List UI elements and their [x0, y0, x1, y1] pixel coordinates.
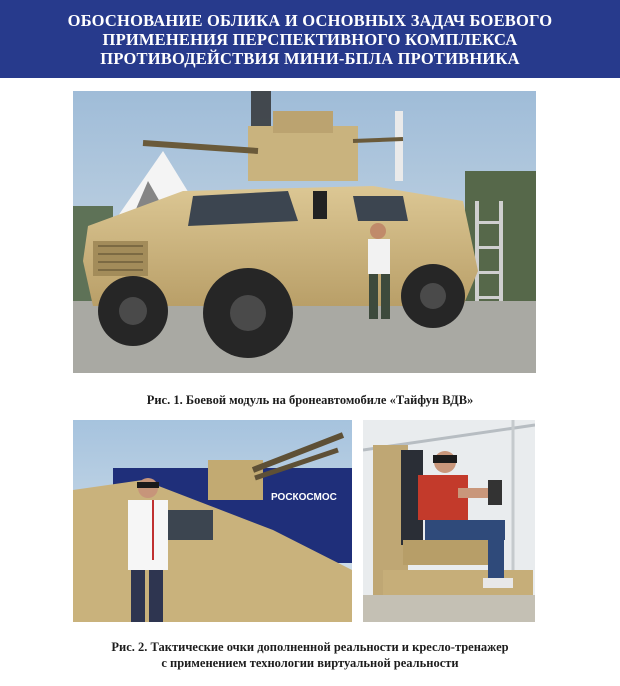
- ar-glasses-illustration: [73, 420, 352, 622]
- figure-2-caption: [40, 639, 580, 671]
- photo-armored-vehicle: [73, 91, 536, 373]
- header-title-line-3: ПРОТИВОДЕЙСТВИЯ МИНИ-БПЛА ПРОТИВНИКА: [100, 48, 520, 68]
- page-header: [0, 0, 620, 78]
- figure-1-caption: Рис. 1. Боевой модуль на бронеавтомобиле «Тайфун ВДВ»: [146, 393, 474, 407]
- vr-chair-illustration: [363, 420, 535, 622]
- header-title-line-2: ПРИМЕНЕНИЯ ПЕРСПЕКТИВНОГО КОМПЛЕКСА: [102, 29, 518, 49]
- photo-ar-glasses: [73, 420, 352, 622]
- vehicle-illustration: [73, 91, 536, 373]
- photo-vr-chair: [363, 420, 535, 622]
- roscosmos-banner-text: РОСКОСМОС: [271, 492, 337, 503]
- header-title-line-1: ОБОСНОВАНИЕ ОБЛИКА И ОСНОВНЫХ ЗАДАЧ БОЕВОГО: [67, 10, 553, 30]
- figure-2-caption-line-2: с применением технологии виртуальной реальности: [161, 656, 459, 670]
- figure-2-caption-line-1: Рис. 2. Тактические очки дополненной реальности и кресло-тренажер: [111, 640, 509, 654]
